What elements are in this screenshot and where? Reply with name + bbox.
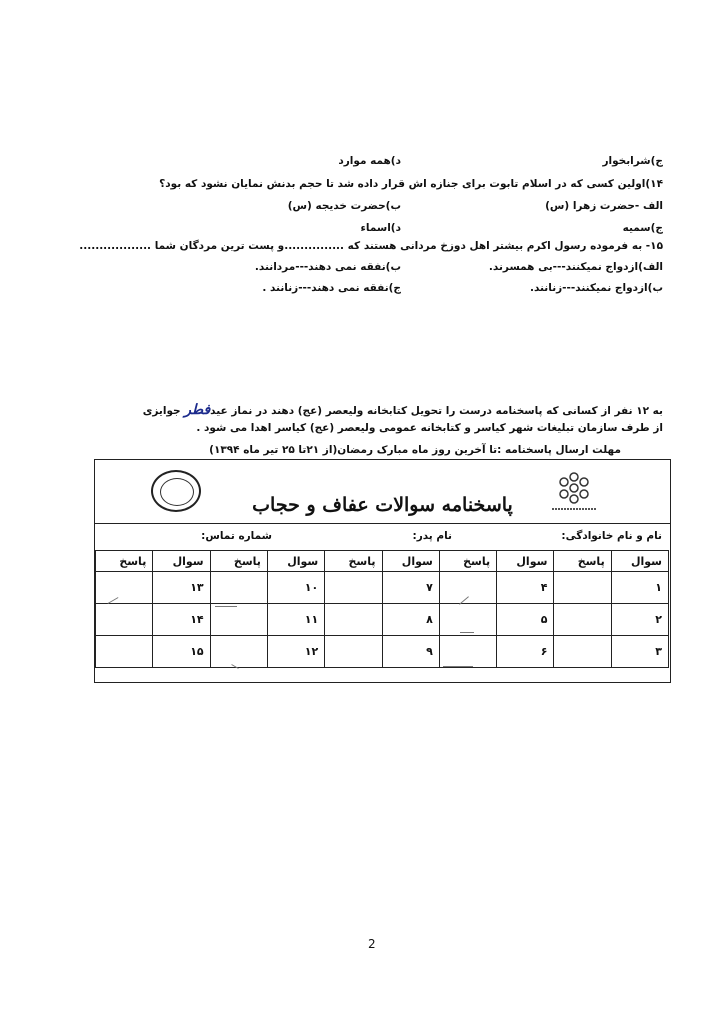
answer-sheet	[94, 459, 671, 683]
answer-cell[interactable]	[210, 572, 267, 604]
pencil-mark	[215, 606, 237, 607]
header-question: سوال	[267, 551, 324, 572]
header-question: سوال	[153, 551, 210, 572]
father-name-label: نام پدر:	[412, 530, 452, 542]
header-answer: پاسخ	[439, 551, 496, 572]
q13-option-c: ج)شرابخوار	[602, 155, 663, 167]
answer-cell[interactable]	[96, 572, 153, 604]
grid-header-row	[96, 551, 669, 572]
q14-option-a: الف -حضرت زهرا (س)	[545, 200, 663, 212]
answer-cell[interactable]	[439, 604, 496, 636]
answer-grid	[95, 550, 669, 668]
intro-line-1	[143, 402, 663, 418]
q15-text: ۱۵- به فرموده رسول اکرم بیشتر اهل دوزخ مردانی هستند که ...............و پست ترین مردگان شما ..................	[79, 240, 663, 252]
answer-cell[interactable]	[554, 604, 611, 636]
q13-option-d: د)همه موارد	[338, 155, 401, 167]
question-number: ۱۱	[267, 604, 324, 636]
question-number: ۱۳	[153, 572, 210, 604]
q14-option-b: ب)حضرت خدیجه (س)	[287, 200, 401, 212]
answer-cell[interactable]	[554, 572, 611, 604]
question-number: ۵	[497, 604, 554, 636]
q15-option-d: ج)نفقه نمی دهند---زنانند .	[262, 282, 401, 294]
page-number: 2	[368, 937, 376, 951]
intro-line-1-after: جوایزی	[142, 405, 185, 417]
answer-cell[interactable]	[439, 636, 496, 668]
q15-option-a: الف)ازدواج نمیکنند---بی همسرند.	[488, 261, 663, 273]
q15-option-b: ب)نفقه نمی دهند---مردانند.	[254, 261, 401, 273]
question-number: ۱	[611, 572, 668, 604]
q14-option-c: ج)سمیه	[622, 222, 663, 234]
pencil-mark	[460, 632, 474, 633]
q14-option-d: د)اسماء	[360, 222, 401, 234]
question-number: ۱۰	[267, 572, 324, 604]
question-number: ۲	[611, 604, 668, 636]
phone-label: شماره تماس:	[201, 530, 272, 542]
header-question: سوال	[611, 551, 668, 572]
q15-option-c: ب)ازدواج نمیکنند---زنانند.	[529, 282, 663, 294]
table-row	[96, 636, 669, 668]
answer-cell[interactable]	[210, 604, 267, 636]
header-answer: پاسخ	[210, 551, 267, 572]
student-info-row	[95, 523, 670, 551]
handwritten-word: فطر	[184, 402, 211, 418]
form-title: پاسخنامه سوالات عفاف و حجاب	[252, 494, 513, 516]
question-number: ۳	[611, 636, 668, 668]
question-number: ۸	[382, 604, 439, 636]
answer-cell[interactable]	[325, 636, 382, 668]
q14-text: ۱۴)اولین کسی که در اسلام تابوت برای جنازه اش قرار داده شد تا حجم بدنش نمایان نشود که بود؟	[159, 178, 663, 190]
answer-cell[interactable]	[439, 572, 496, 604]
question-number: ۱۴	[153, 604, 210, 636]
intro-line-3: مهلت ارسال پاسخنامه :تا آخرین روز ماه مبارک رمضان(از ۲۱تا ۲۵ تیر ماه ۱۳۹۴)	[209, 444, 621, 456]
question-number: ۱۲	[267, 636, 324, 668]
intro-line-1-before: به ۱۲ نفر از کسانی که پاسخنامه درست را تحویل کتابخانه ولیعصر (عج) دهند در نماز عید	[210, 405, 663, 417]
answer-cell[interactable]	[96, 604, 153, 636]
question-number: ۹	[382, 636, 439, 668]
question-number: ۴	[497, 572, 554, 604]
pencil-mark	[443, 666, 473, 667]
name-label: نام و نام خانوادگی:	[561, 530, 662, 542]
answer-cell[interactable]	[325, 604, 382, 636]
header-answer: پاسخ	[96, 551, 153, 572]
header-answer: پاسخ	[325, 551, 382, 572]
answer-cell[interactable]	[325, 572, 382, 604]
question-number: ۱۵	[153, 636, 210, 668]
table-row	[96, 604, 669, 636]
header-question: سوال	[382, 551, 439, 572]
table-row	[96, 572, 669, 604]
header-question: سوال	[497, 551, 554, 572]
question-number: ۶	[497, 636, 554, 668]
question-number: ۷	[382, 572, 439, 604]
answer-cell[interactable]	[210, 636, 267, 668]
answer-cell[interactable]	[554, 636, 611, 668]
intro-line-2: از طرف سازمان تبلیغات شهر کیاسر و کتابخانه عمومی ولیعصر (عج) کیاسر اهدا می شود .	[196, 422, 663, 434]
header-answer: پاسخ	[554, 551, 611, 572]
answer-cell[interactable]	[96, 636, 153, 668]
